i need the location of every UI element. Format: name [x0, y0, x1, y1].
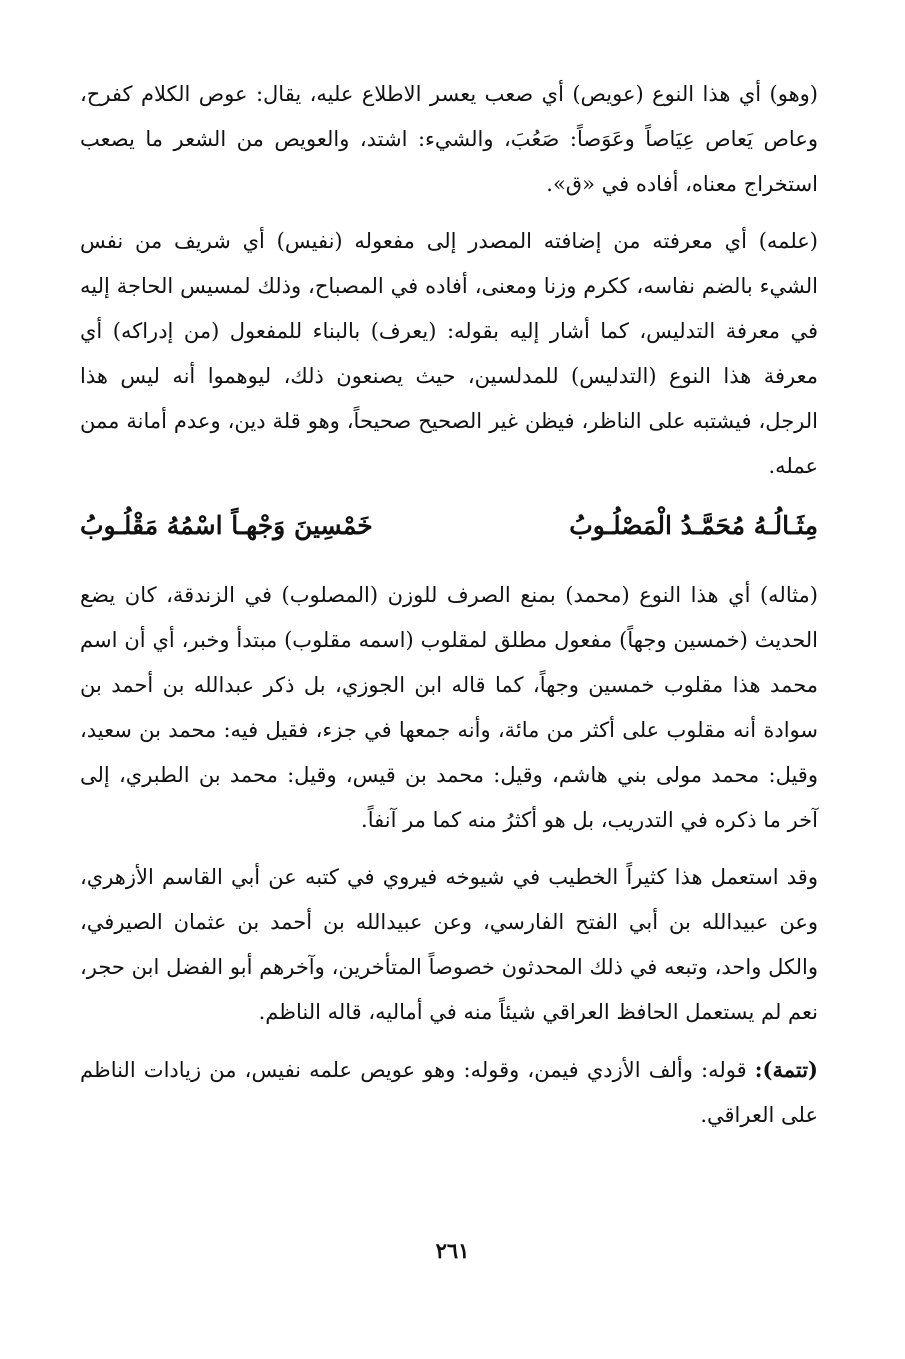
verse-hemistich-left: خَمْسِينَ وَجْهـاً اسْمُهُ مَقْلُـوبُ [80, 511, 373, 540]
page-body [80, 72, 818, 1138]
paragraph-mithaluhu: (مثاله) أي هذا النوع (محمد) بمنع الصرف للوزن (المصلوب) في الزندقة، كان يضع الحديث (خمسين وجهاً) مفعول مطلق لمقلوب (اسمه مقلوب) مبتدأ وخبر، أي أن اسم محمد هذا مقلوب خمسين وجهاً، كما قاله ابن الجوزي، بل ذكر عبدالله بن أحمد بن سوادة أنه مقلوب على أكثر من مائة، وأنه جمعها في جزء، فقيل فيه: محمد بن سعيد، وقيل: محمد مولى بني هاشم، وقيل: محمد بن قيس، وقيل: محمد بن الطبري، إلى آخر ما ذكره في التدريب، بل هو أكثرُ منه كما مر آنفاً. [80, 583, 818, 832]
verse-line [80, 501, 818, 551]
paragraph-ilmuhu-nafis: (علمه) أي معرفته من إضافته المصدر إلى مفعوله (نفيس) أي شريف من نفس الشيء بالضم نفاسه، ككرم وزنا ومعنى، أفاده في المصباح، وذلك لمسيس الحاجة إليه في معرفة التدليس، كما أشار إليه بقوله: (يعرف) بالبناء للمفعول (من إدراكه) أي معرفة هذا النوع (التدليس) للمدلسين، حيث يصنعون ذلك، ليوهموا أنه ليس هذا الرجل، فيشتبه على الناظر، فيظن غير الصحيح صحيحاً، وهو قلة دين، وعدم أمانة ممن عمله. [80, 229, 818, 478]
tatimma-term: (تتمة): [754, 1057, 818, 1082]
verse-hemistich-right: مِثَـالُـهُ مُحَمَّـدُ الْمَصْلُـوبُ [569, 511, 818, 540]
paragraph-khatib: وقد استعمل هذا كثيراً الخطيب في شيوخه فيروي في كتبه عن أبي القاسم الأزهري، وعن عبيدالله بن أبي الفتح الفارسي، وعن عبيدالله بن أحمد بن عثمان الصيرفي، والكل واحد، وتبعه في ذلك المحدثون خصوصاً المتأخرين، وآخرهم أبو الفضل ابن حجر، نعم لم يستعمل الحافظ العراقي شيئاً منه في أماليه، قاله الناظم. [80, 865, 818, 1024]
page-number: ٢٦١ [435, 1238, 470, 1263]
paragraph-tatimma [80, 1047, 818, 1138]
paragraph-awis: (وهو) أي هذا النوع (عويص) أي صعب يعسر الاطلاع عليه، يقال: عوص الكلام كفرح، وعاص يَعاص عِيَاصاً وعَوَصاً: صَعُبَ، والشيء: اشتد، والعويص من الشعر ما يصعب استخراج معناه، أفاده في «ق». [80, 82, 818, 196]
tatimma-text: قوله: وألف الأزدي فيمن، وقوله: وهو عويص علمه نفيس، من زيادات الناظم على العراقي. [80, 1058, 818, 1127]
